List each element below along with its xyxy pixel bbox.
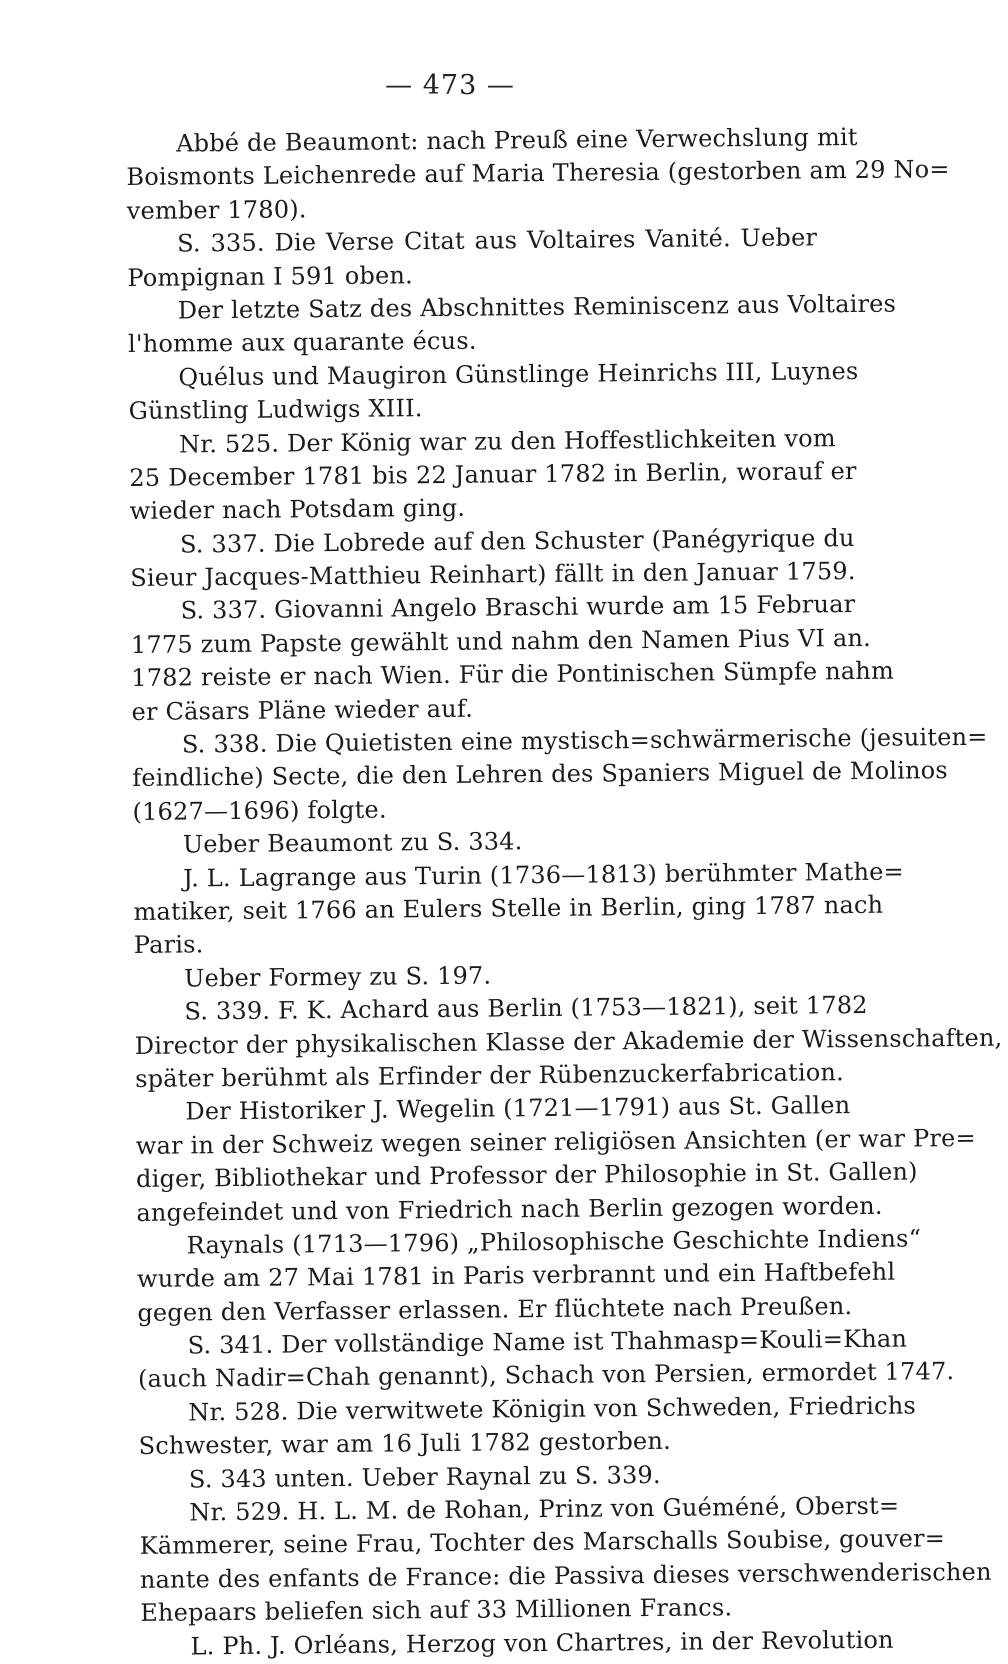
text-line: S. 341. Der vollständige Name ist Thahmasp=Kouli=Khan bbox=[187, 1324, 908, 1360]
text-line: Ueber Formey zu S. 197. bbox=[184, 961, 492, 993]
text-line: angefeindet und von Friedrich nach Berlin gezogen worden. bbox=[136, 1191, 883, 1227]
text-line: (auch Nadir=Chah genannt), Schach von Persien, ermordet 1747. bbox=[137, 1357, 955, 1394]
text-line: Kämmerer, seine Frau, Tochter des Marschalls Soubise, gouver= bbox=[139, 1524, 946, 1561]
text-line: wieder nach Potsdam ging. bbox=[129, 494, 466, 526]
text-line: Schwester, war am 16 Juli 1782 gestorben. bbox=[138, 1427, 671, 1461]
text-line: wurde am 27 Mai 1781 in Paris verbrannt und ein Haftbefehl bbox=[136, 1257, 896, 1294]
text-line: Günstling Ludwigs XIII. bbox=[128, 394, 423, 426]
body-text bbox=[126, 121, 1003, 1664]
text-line: L. Ph. J. Orléans, Herzog von Chartres, in der Revolution bbox=[190, 1625, 894, 1661]
text-line: Paris. bbox=[133, 930, 204, 960]
text-line: Der letzte Satz des Abschnittes Reminiscenz aus Voltaires bbox=[177, 289, 897, 325]
text-line: diger, Bibliothekar und Professor der Philosophie in St. Gallen) bbox=[135, 1157, 918, 1194]
text-line: war in der Schweiz wegen seiner religiösen Ansichten (er war Pre= bbox=[135, 1123, 976, 1160]
text-line: matiker, seit 1766 an Eulers Stelle in Berlin, ging 1787 nach bbox=[133, 890, 884, 926]
text-line: vember 1780). bbox=[126, 195, 307, 225]
text-line: S. 338. Die Quietisten eine mystisch=schwärmerische (jesuiten= bbox=[181, 722, 988, 759]
text-line: nante des enfants de France: die Passiva dieses verschwenderischen bbox=[139, 1557, 992, 1594]
text-line: später berühmt als Erfinder der Rübenzuckerfabrication. bbox=[134, 1058, 845, 1093]
text-line: 1775 zum Papste gewählt und nahm den Namen Pius VI an. bbox=[130, 623, 872, 659]
text-line: S. 339. F. K. Achard aus Berlin (1753—1821), seit 1782 bbox=[184, 991, 868, 1026]
text-line: Raynals (1713—1796) „Philosophische Geschichte Indiens“ bbox=[186, 1224, 922, 1260]
text-line: J. L. Lagrange aus Turin (1736—1813) berühmter Mathe= bbox=[183, 857, 905, 893]
text-line: Director der physikalischen Klasse der Akademie der Wissenschaften, bbox=[134, 1023, 1003, 1060]
text-line: (1627—1696) folgte. bbox=[132, 795, 387, 826]
text-line: S. 343 unten. Ueber Raynal zu S. 339. bbox=[188, 1460, 661, 1494]
text-line: Quélus und Maugiron Günstlinge Heinrichs III, Luynes bbox=[178, 356, 859, 392]
text-line: Nr. 525. Der König war zu den Hoffestlichkeiten vom bbox=[178, 423, 836, 459]
text-line: Nr. 528. Die verwitwete Königin von Schweden, Friedrichs bbox=[188, 1391, 917, 1427]
text-line: gegen den Verfasser erlassen. Er flüchtete nach Preußen. bbox=[137, 1291, 853, 1327]
text-line: 1782 reiste er nach Wien. Für die Pontinischen Sümpfe nahm bbox=[131, 656, 895, 693]
text-line: 25 December 1781 bis 22 Januar 1782 in Berlin, worauf er bbox=[129, 456, 857, 492]
text-line: er Cäsars Pläne wieder auf. bbox=[131, 694, 474, 726]
text-line: Ehepaars beliefen sich auf 33 Millionen Francs. bbox=[140, 1593, 733, 1628]
text-line: Der Historiker J. Wegelin (1721—1791) aus St. Gallen bbox=[185, 1091, 851, 1126]
text-line: Pompignan I 591 oben. bbox=[127, 260, 414, 292]
text-line: Boismonts Leichenrede auf Maria Theresia (gestorben am 29 No= bbox=[126, 155, 950, 192]
page-number: — 473 — bbox=[385, 70, 515, 101]
text-line: feindliche) Secte, die den Lehren des Spaniers Miguel de Molinos bbox=[132, 756, 948, 793]
text-line: Abbé de Beaumont: nach Preuß eine Verwechslung mit bbox=[176, 122, 858, 158]
text-line: S. 337. Die Lobrede auf den Schuster (Panégyrique du bbox=[179, 523, 855, 559]
text-line: S. 337. Giovanni Angelo Braschi wurde am 15 Februar bbox=[180, 590, 856, 625]
text-line: Sieur Jacques-Matthieu Reinhart) fällt in den Januar 1759. bbox=[130, 557, 856, 593]
text-line: S. 335. Die Verse Citat aus Voltaires Vanité. Ueber bbox=[176, 223, 818, 258]
text-line: Ueber Beaumont zu S. 334. bbox=[182, 827, 523, 859]
text-line: Nr. 529. H. L. M. de Rohan, Prinz von Guéméné, Oberst= bbox=[189, 1491, 900, 1527]
text-line: l'homme aux quarante écus. bbox=[127, 326, 477, 359]
